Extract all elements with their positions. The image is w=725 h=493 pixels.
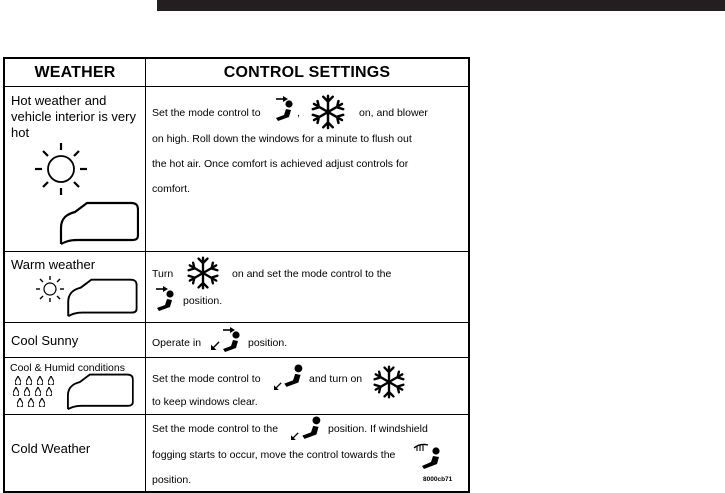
weather-cell-cool-sunny: [4, 323, 146, 358]
weather-label: Hot weather and: [11, 93, 107, 108]
control-text: position.: [152, 474, 192, 486]
control-text: on, and blower: [359, 107, 428, 119]
table-row: [4, 358, 469, 415]
control-text: position. If windshield: [328, 423, 428, 435]
snowflake-icon: [185, 255, 221, 291]
sun-icon: [33, 274, 67, 304]
control-cell-warm: [146, 252, 470, 323]
car-window-icon: [61, 372, 139, 410]
control-cell-hot: [146, 87, 470, 252]
floor-mode-icon: [298, 415, 324, 441]
weather-label: vehicle interior is very: [11, 109, 136, 124]
control-text: ,: [297, 107, 300, 119]
weather-cell-cool-humid: [4, 358, 146, 415]
table-row: [4, 87, 469, 252]
control-settings-column-header: CONTROL SETTINGS: [146, 58, 470, 87]
control-text: position.: [248, 337, 288, 349]
weather-label: Warm weather: [11, 257, 96, 272]
control-text: on and set the mode control to the: [232, 268, 392, 280]
control-text: position.: [183, 295, 223, 307]
weather-label: Cool & Humid conditions: [10, 362, 125, 374]
weather-cell-warm: [4, 252, 146, 323]
car-window-icon: [59, 200, 139, 245]
table-row: [4, 323, 469, 358]
control-text: the hot air. Once comfort is achieved adjust controls for: [152, 158, 409, 170]
control-cell-cold: [146, 415, 470, 493]
control-text: comfort.: [152, 183, 190, 195]
sun-icon: [31, 139, 93, 197]
weather-cell-hot: [4, 87, 146, 252]
control-text: Turn: [152, 268, 174, 280]
control-text: fogging starts to occur, move the control towards the: [152, 449, 396, 461]
control-text: to keep windows clear.: [152, 396, 258, 408]
table-row: [4, 252, 469, 323]
weather-column-header: WEATHER: [4, 58, 146, 87]
control-cell-cool-humid: [146, 358, 470, 415]
control-text: on high. Roll down the windows for a minute to flush out: [152, 133, 412, 145]
panel-mode-icon: [153, 289, 177, 313]
arrow-icon: [274, 382, 282, 390]
control-text: Set the mode control to the: [152, 423, 279, 435]
car-window-icon: [65, 277, 139, 317]
table-row: [4, 415, 469, 493]
weather-cell-cold: [4, 415, 146, 493]
control-text: Set the mode control to: [152, 107, 261, 119]
table-header-row: [4, 58, 469, 87]
rain-drops-icon: [13, 376, 61, 410]
weather-label: hot: [11, 125, 30, 140]
panel-mode-icon: [272, 99, 296, 123]
weather-label: Cool Sunny: [11, 333, 79, 348]
control-cell-cool-sunny: [146, 323, 470, 358]
control-text: and turn on: [309, 373, 363, 385]
defrost-mode-icon: [412, 441, 444, 473]
bilevel-mode-icon: [219, 330, 243, 354]
control-text: Set the mode control to: [152, 373, 261, 385]
arrow-icon: [291, 432, 299, 440]
weather-label: Cold Weather: [11, 441, 91, 456]
snowflake-icon: [309, 93, 347, 131]
control-text: Operate in: [152, 337, 202, 349]
figure-code: 8000cb71: [423, 476, 453, 483]
floor-mode-icon: [280, 363, 306, 389]
top-header-bar: [157, 0, 725, 11]
weather-control-table: [3, 57, 470, 493]
snowflake-icon: [371, 364, 407, 400]
